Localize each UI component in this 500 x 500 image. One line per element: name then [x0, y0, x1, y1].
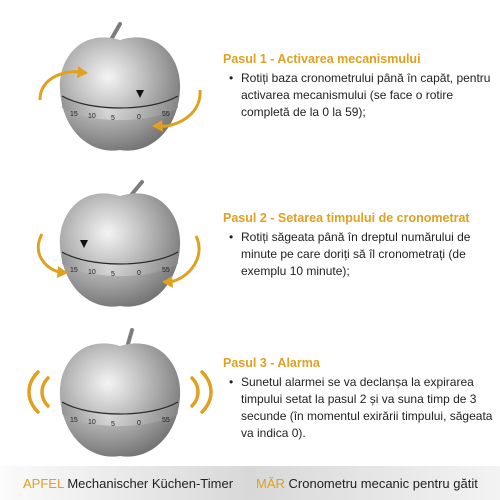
dial-label: 15: [70, 417, 78, 424]
dial-label: 5: [111, 115, 115, 122]
step-2-bullets: [223, 229, 493, 280]
step-3-bullet: • Sunetul alarmei se va declanșa la expirarea timpului setat la pasul 2 și va suna timp de 3 secunde (în momentul exirării timpului, săgeata va indica 0).: [241, 374, 493, 442]
dial-label: 55: [162, 111, 170, 118]
dial-label: 15: [70, 111, 78, 118]
footer-bar: [0, 466, 500, 500]
step-1-bullet: • Rotiți baza cronometrului până în capăt, pentru activarea mecanismului (se face o rotire completă de la 0 la 59);: [241, 70, 493, 121]
sound-waves-left-icon: [29, 372, 48, 412]
footer-right-text: Cronometru mecanic pentru gătit: [288, 476, 478, 491]
dial-label: 55: [162, 267, 170, 274]
dial-label: 55: [162, 417, 170, 424]
footer-right-brand: MĂR: [256, 476, 285, 491]
apple-timer-image-3: [20, 326, 220, 466]
footer-left: [23, 476, 233, 491]
dial-label: 5: [111, 421, 115, 428]
step-1-bullets: [223, 70, 493, 121]
sound-waves-right-icon: [192, 372, 211, 412]
step-2-bullet: • Rotiți săgeata până în dreptul numărului de minute pe care doriți să îl cronometrați (de exemplu 10 minute);: [241, 229, 493, 280]
dial-label: 5: [111, 271, 115, 278]
step-3-title: Pasul 3 - Alarma: [223, 356, 320, 370]
step-2-title: Pasul 2 - Setarea timpului de cronometrat: [223, 211, 470, 225]
step-1-title: Pasul 1 - Activarea mecanismului: [223, 52, 421, 66]
dial-label: 15: [70, 267, 78, 274]
dial-label: 10: [88, 113, 96, 120]
footer-left-brand: APFEL: [23, 476, 64, 491]
apple-timer-image-1: [20, 20, 220, 160]
dial-label: 10: [88, 269, 96, 276]
apple-timer-image-2: [20, 176, 220, 316]
dial-label: 0: [137, 420, 141, 427]
footer-left-text: Mechanischer Küchen-Timer: [67, 476, 234, 491]
footer-right: [256, 476, 478, 491]
dial-label: 0: [137, 114, 141, 121]
step-3-bullets: [223, 374, 493, 442]
dial-label: 0: [137, 270, 141, 277]
dial-label: 10: [88, 419, 96, 426]
